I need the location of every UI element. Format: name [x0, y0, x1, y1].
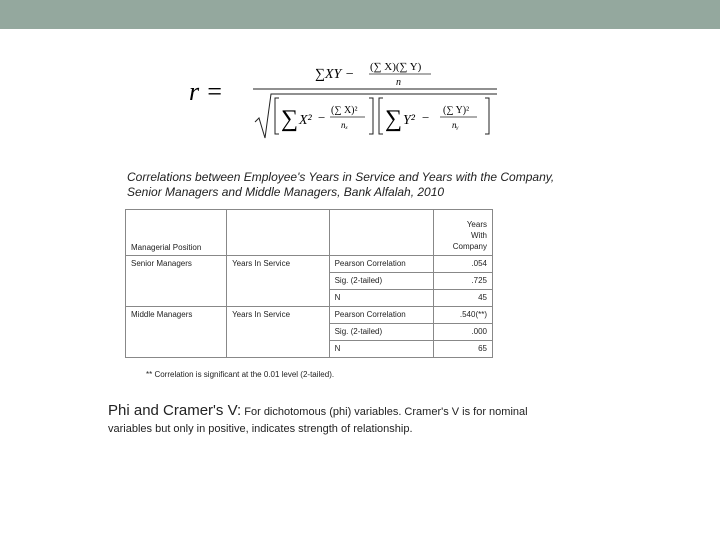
stat-label-cell: Sig. (2-tailed) — [329, 273, 434, 290]
svg-text:nᵧ: nᵧ — [452, 120, 459, 130]
phi-text-2: variables but only in positive, indicates strength of relationship. — [108, 423, 413, 435]
stat-value-cell: 45 — [434, 290, 493, 307]
table-row — [126, 256, 493, 273]
correlation-table — [125, 209, 493, 358]
table-row — [126, 341, 493, 358]
caption-line-2: Senior Managers and Middle Managers, Bank Alfalah, 2010 — [127, 185, 445, 199]
stat-label-cell: N — [329, 290, 434, 307]
svg-text:X²: X² — [299, 113, 312, 128]
stat-value-cell: .725 — [434, 273, 493, 290]
svg-text:−: − — [422, 110, 430, 125]
table-caption — [127, 170, 587, 200]
phi-text-1: For dichotomous (phi) variables. Cramer's V is for nominal — [241, 406, 528, 418]
formula-graphic — [185, 50, 505, 142]
position-cell-empty — [126, 290, 227, 307]
stat-label-cell: N — [329, 341, 434, 358]
position-cell-empty — [126, 273, 227, 290]
svg-text:nₓ: nₓ — [341, 120, 349, 130]
caption-line-1: Correlations between Employee's Years in Service and Years with the Company, — [127, 170, 555, 184]
variable-cell: Years In Service — [227, 307, 330, 324]
table-row — [126, 324, 493, 341]
position-cell: Middle Managers — [126, 307, 227, 324]
variable-cell-empty — [227, 273, 330, 290]
svg-text:∑: ∑ — [385, 106, 403, 132]
variable-cell-empty — [227, 324, 330, 341]
table-row — [126, 290, 493, 307]
stat-value-cell: .540(**) — [434, 307, 493, 324]
position-cell-empty — [126, 324, 227, 341]
stat-label-cell: Pearson Correlation — [329, 256, 434, 273]
svg-text:−: − — [318, 110, 326, 125]
variable-cell-empty — [227, 290, 330, 307]
svg-text:Y²: Y² — [403, 113, 415, 128]
header-empty-2 — [329, 210, 434, 256]
svg-text:(∑ Y)²: (∑ Y)² — [443, 105, 470, 116]
variable-cell: Years In Service — [227, 256, 330, 273]
stat-value-cell: .054 — [434, 256, 493, 273]
pearson-formula — [185, 50, 505, 142]
stat-label-cell: Sig. (2-tailed) — [329, 324, 434, 341]
table-header-row — [126, 210, 493, 256]
stat-label-cell: Pearson Correlation — [329, 307, 434, 324]
variable-cell-empty — [227, 341, 330, 358]
header-empty-1 — [227, 210, 330, 256]
phi-heading: Phi and Cramer's V: — [108, 402, 242, 419]
header-years-with-company: Years With Company — [434, 210, 493, 256]
svg-text:(∑ X)²: (∑ X)² — [331, 105, 358, 116]
top-banner — [0, 0, 720, 29]
phi-cramers-v-note — [108, 402, 628, 435]
stat-value-cell: 65 — [434, 341, 493, 358]
table-row — [126, 307, 493, 324]
header-managerial-position: Managerial Position — [126, 210, 227, 256]
stat-value-cell: .000 — [434, 324, 493, 341]
position-cell-empty — [126, 341, 227, 358]
svg-text:∑XY −: ∑XY − — [315, 67, 355, 82]
table-row — [126, 273, 493, 290]
svg-text:∑: ∑ — [281, 106, 299, 132]
position-cell: Senior Managers — [126, 256, 227, 273]
svg-text:(∑ X)(∑ Y): (∑ X)(∑ Y) — [370, 61, 422, 73]
table-footnote: ** Correlation is significant at the 0.01 level (2-tailed). — [146, 370, 335, 379]
svg-text:r =: r = — [189, 77, 224, 106]
svg-text:n: n — [396, 77, 401, 88]
